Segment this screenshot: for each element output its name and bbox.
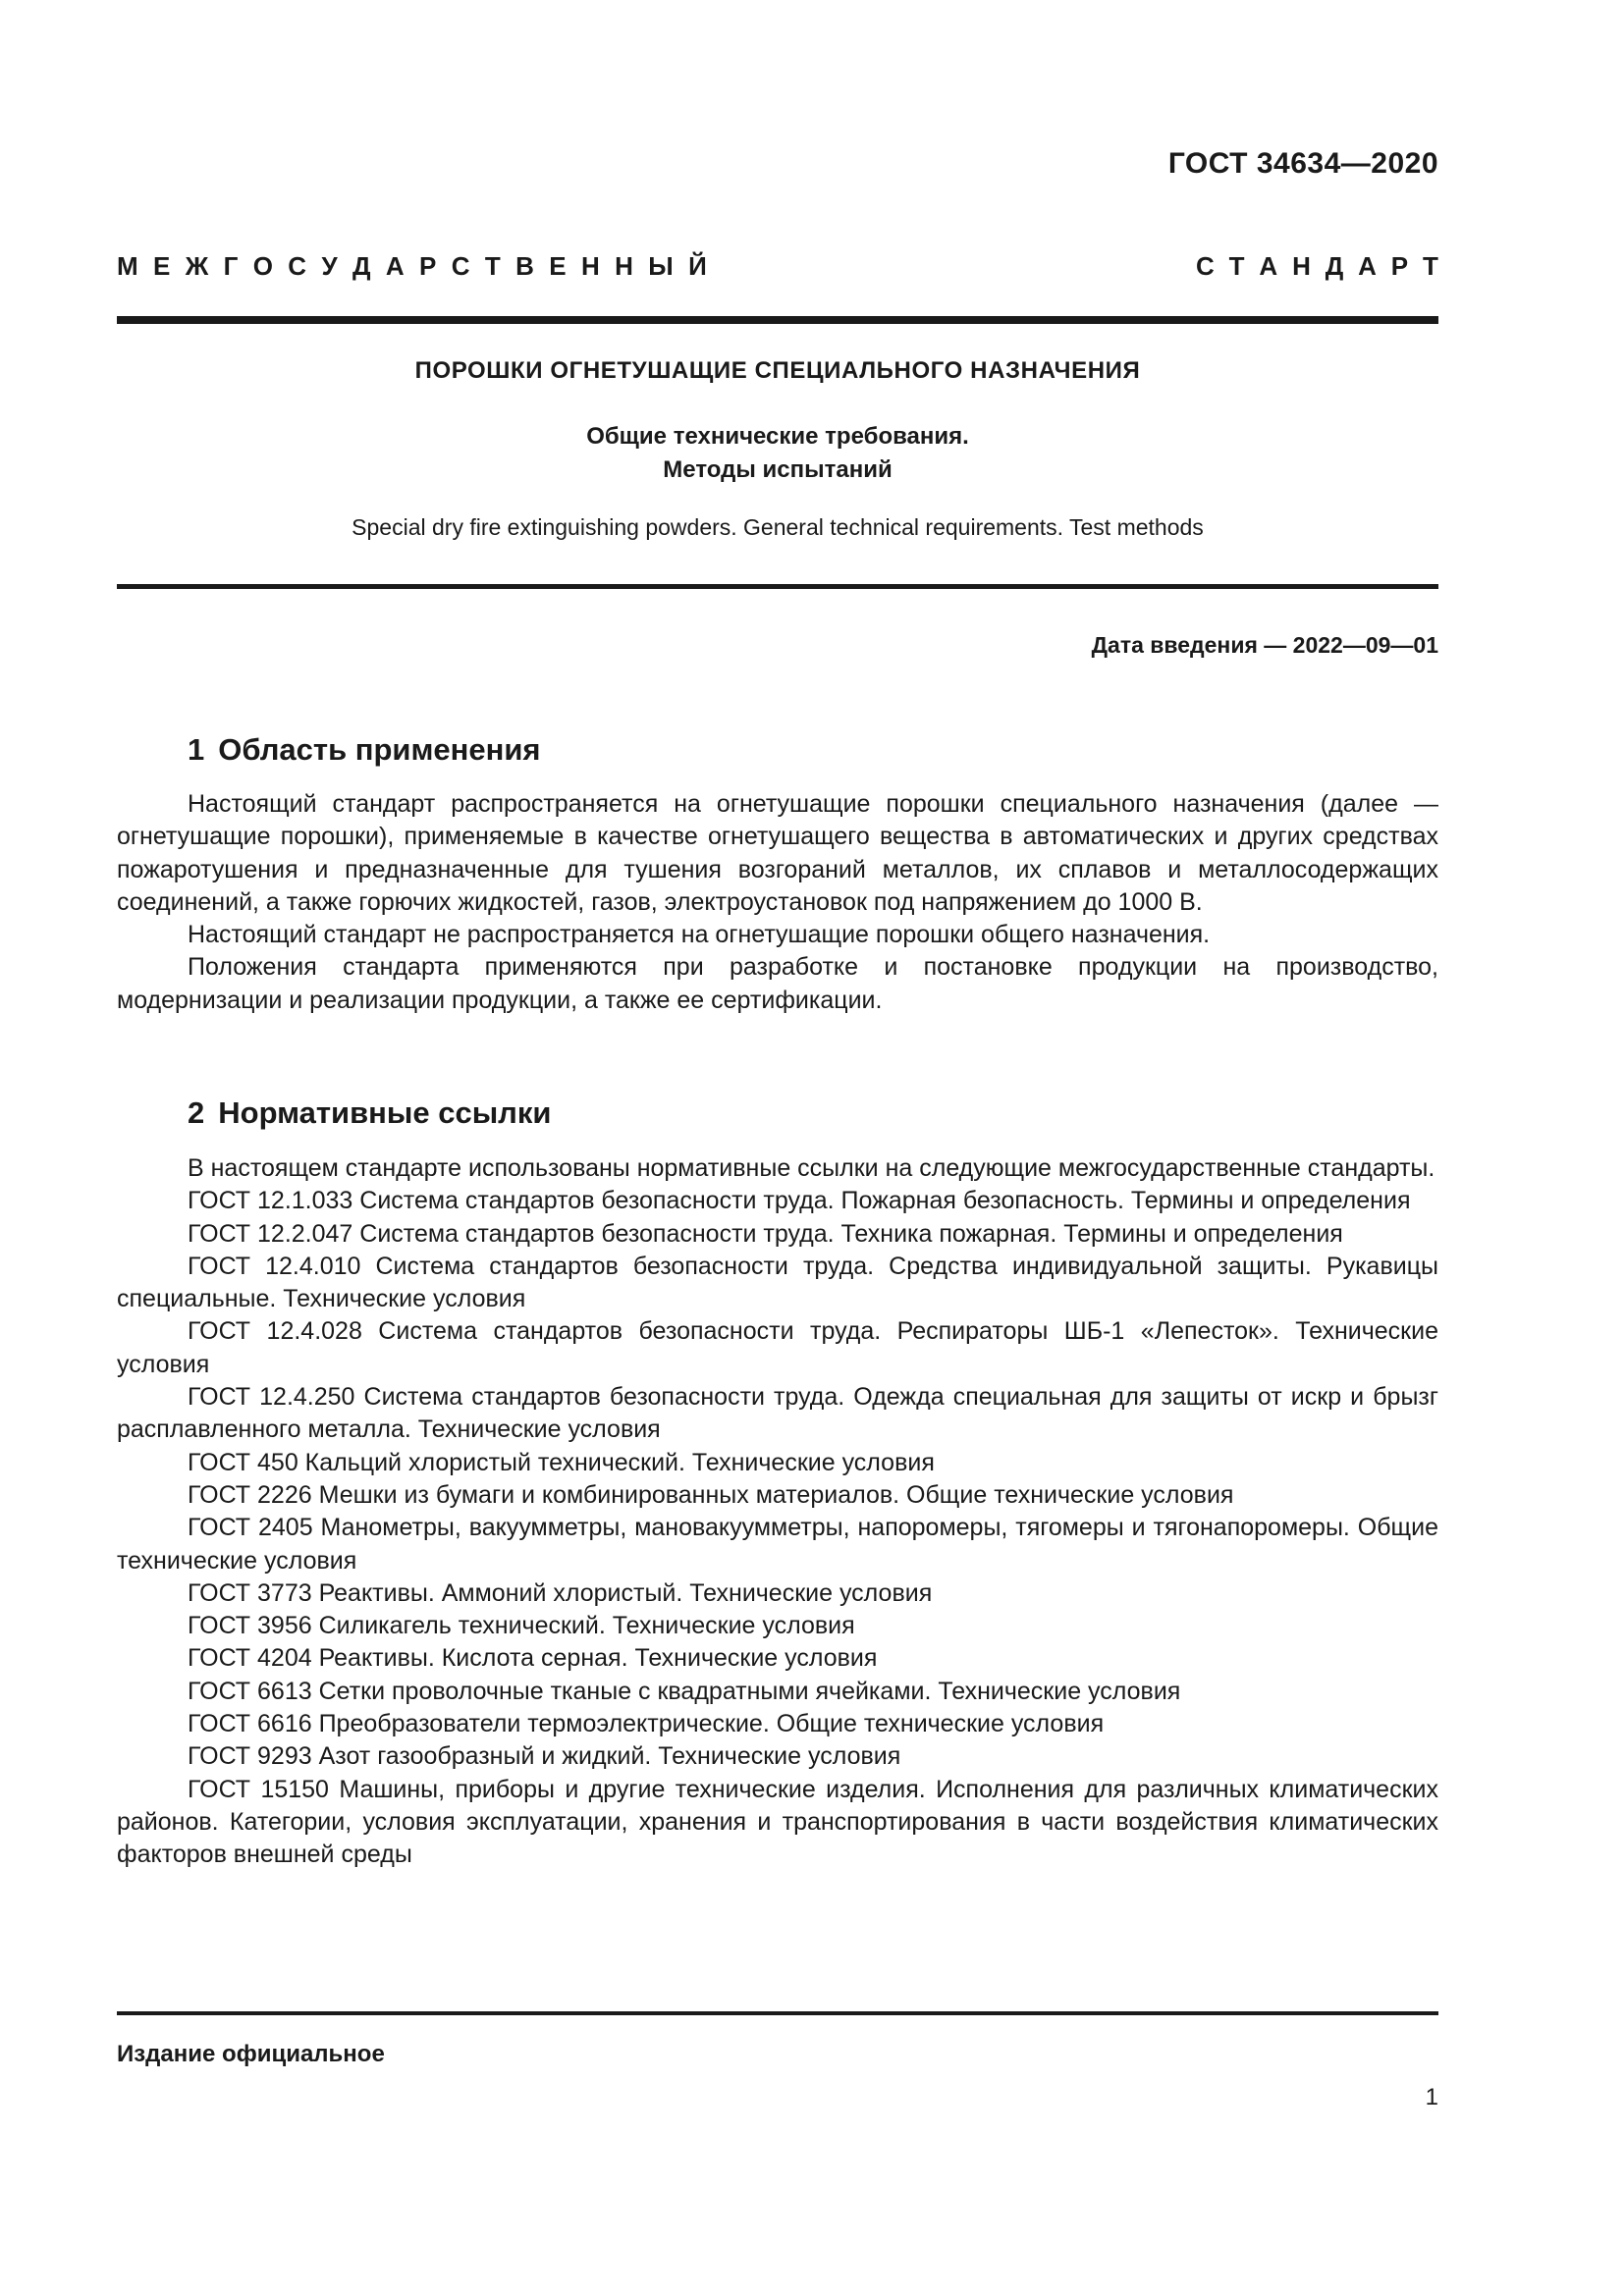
banner-letter: Г [223, 251, 239, 281]
banner-letter: А [1259, 251, 1278, 281]
banner-letter: Д [352, 251, 371, 281]
document-page [117, 0, 1438, 2296]
banner-letter: А [385, 251, 405, 281]
reference-item: ГОСТ 2405 Манометры, вакуумметры, мановакуумметры, напоромеры, тягомеры и тягонапоромеры. Общие технические условия [117, 1514, 1438, 1575]
section-1-body [117, 788, 1438, 1017]
standard-type-word-2 [1196, 251, 1438, 282]
standard-type-word-1 [117, 251, 707, 282]
paragraph: В настоящем стандарте использованы нормативные ссылки на следующие межгосударственные стандарты. [188, 1154, 1435, 1182]
reference-item: ГОСТ 15150 Машины, приборы и другие технические изделия. Исполнения для различных климатических районов. Категории, условия эксплуатации, хранения и транспортирования в части воздействия климатических факторов внешней среды [117, 1775, 1438, 1869]
reference-item: ГОСТ 9293 Азот газообразный и жидкий. Технические условия [188, 1742, 901, 1771]
banner-letter: Е [153, 251, 171, 281]
document-code: ГОСТ 34634—2020 [1167, 147, 1438, 180]
reference-item: ГОСТ 12.4.010 Система стандартов безопасности труда. Средства индивидуальной защиты. Рукавицы специальные. Технические условия [117, 1252, 1438, 1313]
english-title: Special dry fire extinguishing powders. General technical requirements. Test methods [352, 514, 1204, 540]
top-rule [117, 316, 1438, 324]
introduction-date: Дата введения — 2022—09—01 [1091, 632, 1438, 658]
banner-letter: С [1196, 251, 1215, 281]
reference-item: ГОСТ 12.4.250 Система стандартов безопасности труда. Одежда специальная для защиты от искр и брызг расплавленного металла. Технические условия [117, 1383, 1438, 1444]
edition-label: Издание официальное [117, 2041, 385, 2067]
banner-letter: А [1358, 251, 1377, 281]
banner-letter: С [451, 251, 470, 281]
reference-item: ГОСТ 3956 Силикагель технический. Технические условия [188, 1612, 855, 1640]
banner-letter: В [515, 251, 534, 281]
subtitle-line-2: Методы испытаний [663, 456, 893, 483]
document-title: ПОРОШКИ ОГНЕТУШАЩИЕ СПЕЦИАЛЬНОГО НАЗНАЧЕНИЯ [414, 357, 1141, 384]
reference-item: ГОСТ 12.4.028 Система стандартов безопасности труда. Респираторы ШБ-1 «Лепесток». Технические условия [117, 1317, 1438, 1378]
banner-letter: Т [484, 251, 501, 281]
reference-item: ГОСТ 2226 Мешки из бумаги и комбинированных материалов. Общие технические условия [188, 1480, 1234, 1509]
document-subtitle [117, 420, 1438, 487]
banner-letter: Н [580, 251, 600, 281]
section-2-body [117, 1152, 1438, 1872]
banner-letter: Т [1228, 251, 1245, 281]
page-number: 1 [1425, 2084, 1438, 2110]
banner-letter: Д [1325, 251, 1344, 281]
banner-letter: Н [615, 251, 633, 281]
banner-letter: Т [1423, 251, 1438, 281]
section-2-title: Нормативные ссылки [218, 1095, 552, 1130]
banner-letter: М [117, 251, 138, 281]
paragraph: Настоящий стандарт распространяется на огнетушащие порошки специального назначения (далее — огнетушащие порошки), применяемые в качестве огнетушащего вещества в автоматических и других средствах пожаротушения и предназначенные для тушения возгораний металлов, их сплавов и металлосодержащих соединений, а также горючих жидкостей, газов, электроустановок под напряжением до 1000 В. [117, 790, 1438, 916]
subtitle-line-1: Общие технические требования. [586, 423, 969, 450]
reference-item: ГОСТ 12.1.033 Система стандартов безопасности труда. Пожарная безопасность. Термины и определения [188, 1187, 1411, 1215]
banner-letter: Ы [648, 251, 674, 281]
reference-item: ГОСТ 450 Кальций хлористый технический. Технические условия [188, 1448, 935, 1476]
reference-item: ГОСТ 6613 Сетки проволочные тканые с квадратными ячейками. Технические условия [188, 1677, 1181, 1705]
section-1-title: Область применения [218, 732, 541, 767]
section-1-heading [188, 732, 541, 768]
standard-type-banner [117, 251, 1438, 282]
section-2-number: 2 [188, 1095, 205, 1130]
banner-letter: Р [419, 251, 437, 281]
banner-letter: Н [1292, 251, 1311, 281]
paragraph: Положения стандарта применяются при разработке и постановке продукции на производство, модернизации и реализации продукции, а также ее сертификации. [117, 953, 1438, 1014]
banner-letter: Й [688, 251, 707, 281]
banner-letter: С [288, 251, 307, 281]
banner-letter: Е [549, 251, 567, 281]
reference-item: ГОСТ 6616 Преобразователи термоэлектрические. Общие технические условия [188, 1710, 1105, 1738]
title-rule [117, 584, 1438, 589]
reference-item: ГОСТ 4204 Реактивы. Кислота серная. Технические условия [188, 1644, 878, 1673]
section-2-heading [188, 1095, 551, 1131]
banner-letter: У [321, 251, 338, 281]
paragraph: Настоящий стандарт не распространяется на огнетушащие порошки общего назначения. [188, 921, 1211, 949]
reference-item: ГОСТ 3773 Реактивы. Аммоний хлористый. Технические условия [188, 1578, 933, 1607]
footer-rule [117, 2011, 1438, 2015]
reference-item: ГОСТ 12.2.047 Система стандартов безопасности труда. Техника пожарная. Термины и определения [188, 1219, 1343, 1248]
banner-letter: О [252, 251, 273, 281]
section-1-number: 1 [188, 732, 205, 767]
banner-letter: Р [1390, 251, 1409, 281]
banner-letter: Ж [185, 251, 209, 281]
